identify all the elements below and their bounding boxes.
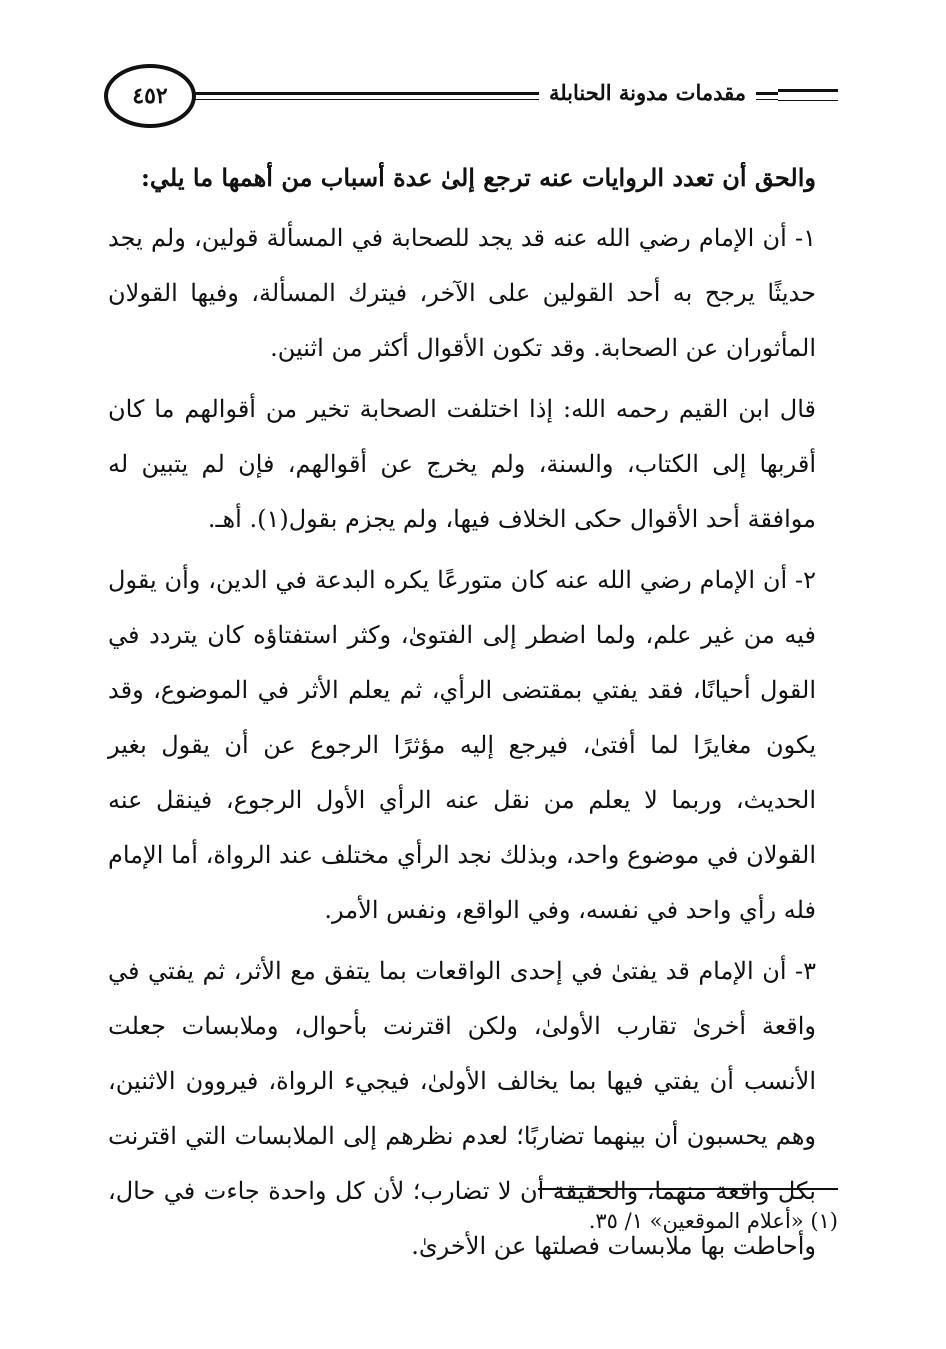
running-header xyxy=(98,62,838,132)
reason-3-paragraph: ٣- أن الإمام قد يفتىٰ في إحدى الواقعات بما يتفق مع الأثر، ثم يفتي في واقعة أخرىٰ تقارب الأولىٰ، ولكن اقترنت بأحوال، وملابسات جعلت الأنسب أن يفتي فيها بما يخالف الأولىٰ، فيجيء الرواة، فيروون الاثنين، وهم يحسبون أن بينهما تضاربًا؛ لعدم نظرهم إلى الملابسات التي اقترنت بكل واقعة منهما، والحقيقة أن لا تضارب؛ لأن كل واحدة جاءت في حال، وأحاطت بها ملابسات فصلتها عن الأخرىٰ. xyxy=(108,957,816,1260)
reason-2-paragraph: ٢- أن الإمام رضي الله عنه كان متورعًا يكره البدعة في الدين، وأن يقول فيه من غير علم، ولما اضطر إلى الفتوىٰ، وكثر استفتاؤه كان يتردد في القول أحيانًا، فقد يفتي بمقتضى الرأي، ثم يعلم الأثر في الموضوع، وقد يكون مغايرًا لما أفتىٰ، فيرجع إليه مؤثرًا الرجوع عن أن يقول بغير الحديث، وربما لا يعلم من نقل عنه الرأي الأول الرجوع، فينقل عنه القولان في موضوع واحد، وبذلك نجد الرأي مختلف عند الرواة، أما الإمام فله رأي واحد في نفسه، وفي الواقع، ونفس الأمر. xyxy=(108,566,816,924)
running-title: مقدمات مدونة الحنابلة xyxy=(539,78,756,108)
reason-1-paragraph: ١- أن الإمام رضي الله عنه قد يجد للصحابة في المسألة قولين، ولم يجد حديثًا يرجح به أحد القولين على الآخر، فيترك المسألة، وفيها القولان المأثوران عن الصحابة. وقد تكون الأقوال أكثر من اثنين. xyxy=(108,224,816,362)
page-number-badge xyxy=(104,64,196,128)
header-end-ornament xyxy=(778,89,838,101)
ibn-qayyim-quote-paragraph: قال ابن القيم رحمه الله: إذا اختلفت الصحابة تخير من أقوالهم ما كان أقربها إلى الكتاب، والسنة، ولم يخرج عن أقوالهم، فإن لم يتبين له موافقة أحد الأقوال حكى الخلاف فيها، ولم يجزم بقول(١). أهـ. xyxy=(108,395,816,533)
footnote-separator xyxy=(538,1188,838,1190)
footnote: (١) «أعلام الموقعين» ١/ ٣٥. xyxy=(588,1209,838,1233)
intro-paragraph: والحق أن تعدد الروايات عنه ترجع إلىٰ عدة أسباب من أهمها ما يلي: xyxy=(141,163,816,192)
page-number: ٤٥٢ xyxy=(132,83,168,109)
page-body xyxy=(108,150,838,1274)
